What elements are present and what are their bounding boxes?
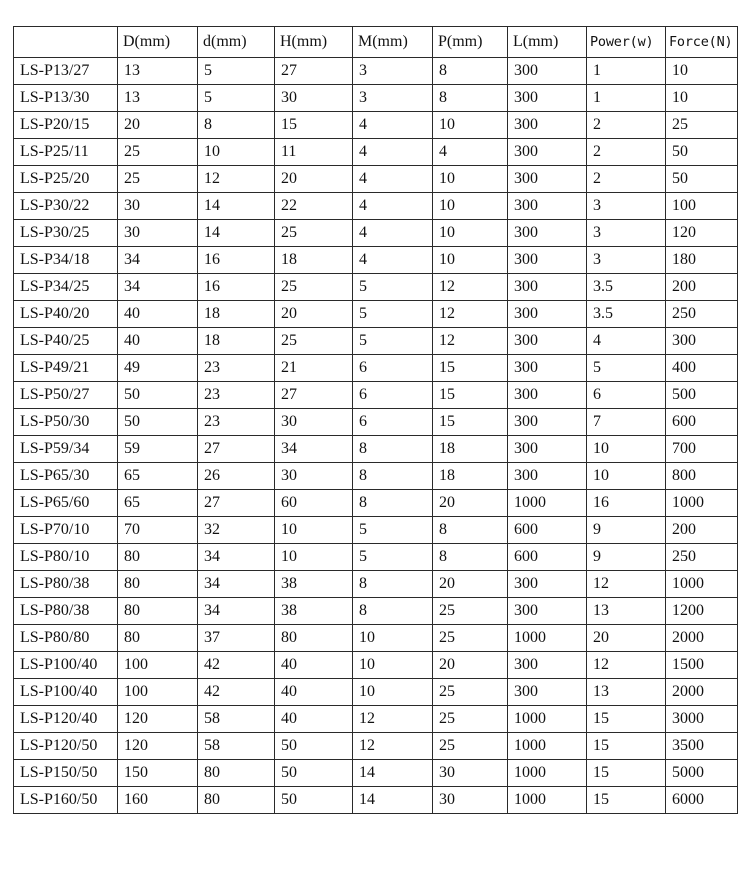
l-cell: 300	[508, 463, 587, 490]
d-inner-cell: 14	[198, 220, 275, 247]
m-cell: 12	[353, 733, 433, 760]
model-cell: LS-P120/40	[14, 706, 118, 733]
model-cell: LS-P120/50	[14, 733, 118, 760]
p-cell: 20	[433, 571, 508, 598]
h-cell: 40	[275, 706, 353, 733]
force-cell: 1200	[666, 598, 738, 625]
power-cell: 10	[587, 436, 666, 463]
d-outer-cell: 65	[118, 490, 198, 517]
force-cell: 250	[666, 544, 738, 571]
d-outer-cell: 70	[118, 517, 198, 544]
d-outer-cell: 30	[118, 193, 198, 220]
header-row	[14, 27, 738, 58]
d-outer-cell: 160	[118, 787, 198, 814]
table-row	[14, 220, 738, 247]
force-cell: 5000	[666, 760, 738, 787]
d-inner-cell: 42	[198, 679, 275, 706]
model-cell: LS-P13/27	[14, 58, 118, 85]
table-row	[14, 652, 738, 679]
h-cell: 11	[275, 139, 353, 166]
h-cell: 60	[275, 490, 353, 517]
d-outer-cell: 80	[118, 544, 198, 571]
model-cell: LS-P49/21	[14, 355, 118, 382]
header-power: Power(w)	[587, 27, 666, 58]
force-cell: 50	[666, 139, 738, 166]
header-p: P(mm)	[433, 27, 508, 58]
header-model	[14, 27, 118, 58]
table-row	[14, 544, 738, 571]
m-cell: 8	[353, 490, 433, 517]
p-cell: 10	[433, 220, 508, 247]
force-cell: 3000	[666, 706, 738, 733]
l-cell: 300	[508, 679, 587, 706]
power-cell: 9	[587, 544, 666, 571]
force-cell: 250	[666, 301, 738, 328]
header-force: Force(N)	[666, 27, 738, 58]
d-outer-cell: 20	[118, 112, 198, 139]
table-row	[14, 301, 738, 328]
h-cell: 10	[275, 517, 353, 544]
d-outer-cell: 40	[118, 328, 198, 355]
d-inner-cell: 18	[198, 328, 275, 355]
p-cell: 30	[433, 760, 508, 787]
d-outer-cell: 50	[118, 409, 198, 436]
model-cell: LS-P80/38	[14, 571, 118, 598]
force-cell: 100	[666, 193, 738, 220]
force-cell: 800	[666, 463, 738, 490]
m-cell: 5	[353, 274, 433, 301]
table-row	[14, 193, 738, 220]
power-cell: 15	[587, 733, 666, 760]
power-cell: 2	[587, 166, 666, 193]
table-row	[14, 382, 738, 409]
power-cell: 1	[587, 85, 666, 112]
m-cell: 4	[353, 112, 433, 139]
h-cell: 38	[275, 571, 353, 598]
m-cell: 4	[353, 139, 433, 166]
model-cell: LS-P100/40	[14, 679, 118, 706]
m-cell: 4	[353, 193, 433, 220]
power-cell: 3.5	[587, 274, 666, 301]
model-cell: LS-P13/30	[14, 85, 118, 112]
l-cell: 300	[508, 652, 587, 679]
m-cell: 14	[353, 787, 433, 814]
force-cell: 600	[666, 409, 738, 436]
l-cell: 300	[508, 274, 587, 301]
power-cell: 2	[587, 139, 666, 166]
h-cell: 25	[275, 220, 353, 247]
d-outer-cell: 40	[118, 301, 198, 328]
power-cell: 15	[587, 706, 666, 733]
m-cell: 5	[353, 544, 433, 571]
power-cell: 15	[587, 760, 666, 787]
m-cell: 10	[353, 652, 433, 679]
d-inner-cell: 42	[198, 652, 275, 679]
p-cell: 10	[433, 247, 508, 274]
m-cell: 4	[353, 247, 433, 274]
model-cell: LS-P150/50	[14, 760, 118, 787]
l-cell: 1000	[508, 490, 587, 517]
d-outer-cell: 25	[118, 139, 198, 166]
d-outer-cell: 59	[118, 436, 198, 463]
p-cell: 25	[433, 706, 508, 733]
l-cell: 1000	[508, 706, 587, 733]
p-cell: 30	[433, 787, 508, 814]
d-inner-cell: 5	[198, 85, 275, 112]
p-cell: 12	[433, 301, 508, 328]
model-cell: LS-P80/80	[14, 625, 118, 652]
d-inner-cell: 37	[198, 625, 275, 652]
model-cell: LS-P40/20	[14, 301, 118, 328]
power-cell: 12	[587, 571, 666, 598]
power-cell: 9	[587, 517, 666, 544]
h-cell: 30	[275, 463, 353, 490]
d-inner-cell: 32	[198, 517, 275, 544]
d-inner-cell: 16	[198, 247, 275, 274]
p-cell: 8	[433, 58, 508, 85]
l-cell: 1000	[508, 733, 587, 760]
table-row	[14, 760, 738, 787]
model-cell: LS-P65/30	[14, 463, 118, 490]
m-cell: 4	[353, 220, 433, 247]
l-cell: 300	[508, 436, 587, 463]
p-cell: 15	[433, 409, 508, 436]
l-cell: 300	[508, 598, 587, 625]
header-h: H(mm)	[275, 27, 353, 58]
l-cell: 300	[508, 301, 587, 328]
table-row	[14, 787, 738, 814]
table-row	[14, 247, 738, 274]
model-cell: LS-P20/15	[14, 112, 118, 139]
m-cell: 8	[353, 436, 433, 463]
d-outer-cell: 120	[118, 706, 198, 733]
power-cell: 15	[587, 787, 666, 814]
l-cell: 300	[508, 409, 587, 436]
m-cell: 8	[353, 598, 433, 625]
table-row	[14, 571, 738, 598]
power-cell: 16	[587, 490, 666, 517]
p-cell: 10	[433, 112, 508, 139]
model-cell: LS-P50/27	[14, 382, 118, 409]
force-cell: 25	[666, 112, 738, 139]
h-cell: 50	[275, 787, 353, 814]
h-cell: 25	[275, 274, 353, 301]
l-cell: 300	[508, 139, 587, 166]
table-row	[14, 436, 738, 463]
d-outer-cell: 150	[118, 760, 198, 787]
table-row	[14, 490, 738, 517]
d-inner-cell: 34	[198, 598, 275, 625]
m-cell: 14	[353, 760, 433, 787]
m-cell: 4	[353, 166, 433, 193]
h-cell: 40	[275, 679, 353, 706]
l-cell: 600	[508, 544, 587, 571]
m-cell: 10	[353, 679, 433, 706]
power-cell: 13	[587, 598, 666, 625]
m-cell: 3	[353, 58, 433, 85]
table-body	[14, 58, 738, 814]
l-cell: 1000	[508, 760, 587, 787]
force-cell: 10	[666, 58, 738, 85]
header-m: M(mm)	[353, 27, 433, 58]
d-inner-cell: 12	[198, 166, 275, 193]
d-inner-cell: 18	[198, 301, 275, 328]
power-cell: 3	[587, 193, 666, 220]
table-row	[14, 733, 738, 760]
p-cell: 15	[433, 355, 508, 382]
l-cell: 600	[508, 517, 587, 544]
l-cell: 300	[508, 166, 587, 193]
l-cell: 300	[508, 58, 587, 85]
model-cell: LS-P30/25	[14, 220, 118, 247]
header-d-inner: d(mm)	[198, 27, 275, 58]
d-inner-cell: 14	[198, 193, 275, 220]
force-cell: 3500	[666, 733, 738, 760]
m-cell: 6	[353, 382, 433, 409]
h-cell: 18	[275, 247, 353, 274]
model-cell: LS-P25/11	[14, 139, 118, 166]
d-outer-cell: 120	[118, 733, 198, 760]
d-outer-cell: 100	[118, 679, 198, 706]
d-outer-cell: 13	[118, 58, 198, 85]
d-inner-cell: 58	[198, 733, 275, 760]
d-inner-cell: 27	[198, 436, 275, 463]
power-cell: 20	[587, 625, 666, 652]
p-cell: 20	[433, 652, 508, 679]
d-inner-cell: 23	[198, 409, 275, 436]
force-cell: 50	[666, 166, 738, 193]
p-cell: 15	[433, 382, 508, 409]
l-cell: 300	[508, 220, 587, 247]
d-outer-cell: 80	[118, 571, 198, 598]
p-cell: 18	[433, 463, 508, 490]
model-cell: LS-P100/40	[14, 652, 118, 679]
force-cell: 2000	[666, 679, 738, 706]
power-cell: 5	[587, 355, 666, 382]
table-row	[14, 409, 738, 436]
header-d-outer: D(mm)	[118, 27, 198, 58]
table-row	[14, 598, 738, 625]
power-cell: 1	[587, 58, 666, 85]
h-cell: 30	[275, 409, 353, 436]
h-cell: 30	[275, 85, 353, 112]
m-cell: 6	[353, 355, 433, 382]
d-inner-cell: 80	[198, 760, 275, 787]
m-cell: 6	[353, 409, 433, 436]
table-row	[14, 625, 738, 652]
m-cell: 5	[353, 328, 433, 355]
d-outer-cell: 25	[118, 166, 198, 193]
power-cell: 2	[587, 112, 666, 139]
l-cell: 300	[508, 355, 587, 382]
model-cell: LS-P80/10	[14, 544, 118, 571]
spec-table	[13, 26, 738, 814]
l-cell: 300	[508, 571, 587, 598]
p-cell: 20	[433, 490, 508, 517]
m-cell: 12	[353, 706, 433, 733]
l-cell: 300	[508, 85, 587, 112]
p-cell: 12	[433, 328, 508, 355]
table-row	[14, 463, 738, 490]
h-cell: 25	[275, 328, 353, 355]
l-cell: 300	[508, 193, 587, 220]
d-inner-cell: 34	[198, 544, 275, 571]
table-row	[14, 112, 738, 139]
l-cell: 1000	[508, 625, 587, 652]
power-cell: 7	[587, 409, 666, 436]
table-row	[14, 85, 738, 112]
power-cell: 3	[587, 220, 666, 247]
table-row	[14, 139, 738, 166]
power-cell: 13	[587, 679, 666, 706]
h-cell: 15	[275, 112, 353, 139]
force-cell: 120	[666, 220, 738, 247]
table-row	[14, 166, 738, 193]
force-cell: 200	[666, 517, 738, 544]
h-cell: 10	[275, 544, 353, 571]
d-outer-cell: 80	[118, 598, 198, 625]
force-cell: 1500	[666, 652, 738, 679]
p-cell: 12	[433, 274, 508, 301]
d-outer-cell: 50	[118, 382, 198, 409]
d-outer-cell: 49	[118, 355, 198, 382]
model-cell: LS-P50/30	[14, 409, 118, 436]
m-cell: 5	[353, 301, 433, 328]
power-cell: 4	[587, 328, 666, 355]
p-cell: 8	[433, 544, 508, 571]
h-cell: 20	[275, 166, 353, 193]
d-inner-cell: 5	[198, 58, 275, 85]
model-cell: LS-P160/50	[14, 787, 118, 814]
p-cell: 10	[433, 166, 508, 193]
h-cell: 38	[275, 598, 353, 625]
force-cell: 400	[666, 355, 738, 382]
model-cell: LS-P80/38	[14, 598, 118, 625]
p-cell: 25	[433, 679, 508, 706]
power-cell: 3.5	[587, 301, 666, 328]
table-row	[14, 58, 738, 85]
table-row	[14, 355, 738, 382]
d-outer-cell: 65	[118, 463, 198, 490]
table-header	[14, 27, 738, 58]
table-row	[14, 679, 738, 706]
force-cell: 1000	[666, 490, 738, 517]
m-cell: 8	[353, 463, 433, 490]
table-row	[14, 517, 738, 544]
d-inner-cell: 58	[198, 706, 275, 733]
d-inner-cell: 26	[198, 463, 275, 490]
force-cell: 300	[666, 328, 738, 355]
table-row	[14, 706, 738, 733]
h-cell: 80	[275, 625, 353, 652]
d-inner-cell: 34	[198, 571, 275, 598]
m-cell: 10	[353, 625, 433, 652]
force-cell: 10	[666, 85, 738, 112]
p-cell: 8	[433, 517, 508, 544]
power-cell: 10	[587, 463, 666, 490]
d-outer-cell: 13	[118, 85, 198, 112]
model-cell: LS-P34/25	[14, 274, 118, 301]
d-inner-cell: 8	[198, 112, 275, 139]
force-cell: 180	[666, 247, 738, 274]
model-cell: LS-P70/10	[14, 517, 118, 544]
p-cell: 4	[433, 139, 508, 166]
force-cell: 6000	[666, 787, 738, 814]
d-inner-cell: 23	[198, 355, 275, 382]
p-cell: 25	[433, 598, 508, 625]
model-cell: LS-P40/25	[14, 328, 118, 355]
l-cell: 300	[508, 328, 587, 355]
table-row	[14, 274, 738, 301]
d-inner-cell: 27	[198, 490, 275, 517]
force-cell: 200	[666, 274, 738, 301]
l-cell: 300	[508, 112, 587, 139]
d-inner-cell: 80	[198, 787, 275, 814]
h-cell: 27	[275, 58, 353, 85]
h-cell: 21	[275, 355, 353, 382]
model-cell: LS-P30/22	[14, 193, 118, 220]
h-cell: 50	[275, 760, 353, 787]
d-inner-cell: 16	[198, 274, 275, 301]
m-cell: 3	[353, 85, 433, 112]
model-cell: LS-P65/60	[14, 490, 118, 517]
m-cell: 5	[353, 517, 433, 544]
h-cell: 50	[275, 733, 353, 760]
p-cell: 18	[433, 436, 508, 463]
l-cell: 300	[508, 382, 587, 409]
force-cell: 700	[666, 436, 738, 463]
h-cell: 27	[275, 382, 353, 409]
power-cell: 6	[587, 382, 666, 409]
p-cell: 25	[433, 625, 508, 652]
power-cell: 3	[587, 247, 666, 274]
p-cell: 10	[433, 193, 508, 220]
header-l: L(mm)	[508, 27, 587, 58]
m-cell: 8	[353, 571, 433, 598]
d-outer-cell: 80	[118, 625, 198, 652]
table-row	[14, 328, 738, 355]
force-cell: 500	[666, 382, 738, 409]
power-cell: 12	[587, 652, 666, 679]
h-cell: 20	[275, 301, 353, 328]
h-cell: 22	[275, 193, 353, 220]
p-cell: 25	[433, 733, 508, 760]
h-cell: 40	[275, 652, 353, 679]
d-inner-cell: 10	[198, 139, 275, 166]
model-cell: LS-P59/34	[14, 436, 118, 463]
l-cell: 300	[508, 247, 587, 274]
d-outer-cell: 100	[118, 652, 198, 679]
p-cell: 8	[433, 85, 508, 112]
force-cell: 1000	[666, 571, 738, 598]
model-cell: LS-P34/18	[14, 247, 118, 274]
model-cell: LS-P25/20	[14, 166, 118, 193]
d-outer-cell: 34	[118, 247, 198, 274]
h-cell: 34	[275, 436, 353, 463]
d-outer-cell: 30	[118, 220, 198, 247]
force-cell: 2000	[666, 625, 738, 652]
l-cell: 1000	[508, 787, 587, 814]
d-inner-cell: 23	[198, 382, 275, 409]
d-outer-cell: 34	[118, 274, 198, 301]
